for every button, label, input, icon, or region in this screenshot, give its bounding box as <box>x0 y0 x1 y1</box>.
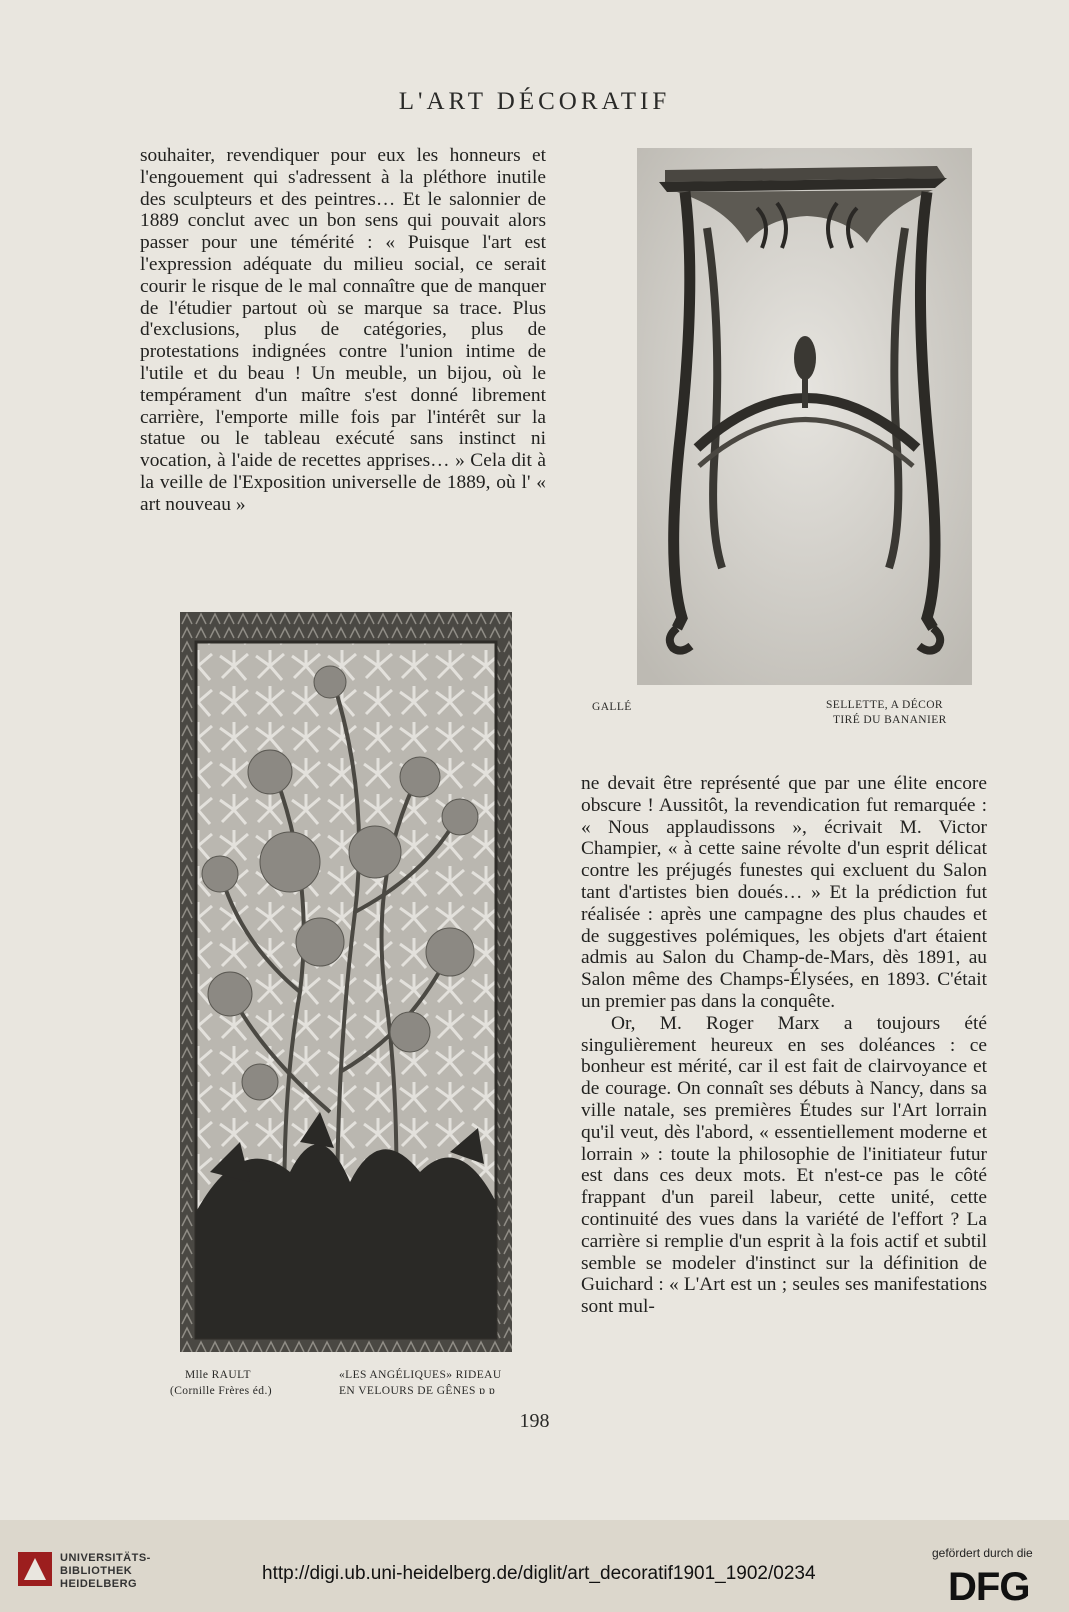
figure-rault-curtain <box>180 612 512 1352</box>
library-name-line: HEIDELBERG <box>60 1578 138 1590</box>
library-logo-icon <box>16 1550 54 1588</box>
paragraph: ne devait être représenté que par une élite encore obscure ! Aussitôt, la revendication fut remarquée : « Nous applaudissons », écrivait M. Victor Champier, « à cette saine révolte d'un esprit délicat contre les préjugés funestes qui excluent du Salon tant d'artistes bien doués… » Et la prédiction fut réalisée : après une campagne des plus chaudes et de suggestives polémiques, les objets d'art étaient admis au Salon du Champ-de-Mars, dès 1891, au Salon même des Champs-Élysées, en 1893. C'était un premier pas dans la conquête. <box>581 773 987 1012</box>
caption-rault-left-2: (Cornille Frères éd.) <box>170 1385 272 1397</box>
page-number: 198 <box>519 1410 550 1432</box>
text-column-top <box>140 145 546 516</box>
paragraph: souhaiter, revendiquer pour eux les honneurs et l'engouement qui s'adressent à la pléthore inutile des sculpteurs et des peintres… Et le salonnier de 1889 conclut avec un bon sens qui pouvait alors passer pour une témérité : « Puisque l'art est l'expression adéquate du milieu social, ce serait courir le risque de le mal connaître que de manquer de l'étudier partout où se marque sa trace. Plus d'exclusions, plus de catégories, plus de protestations indignées contre l'union intime de l'utile et du beau ! Un meuble, un bijou, où le tempérament d'un maître s'est donné librement carrière, l'emporte mille fois par l'intérêt sur la statue ou le tableau exécuté sans instinct ni vocation, à l'aide de recettes apprises… » Cela dit à la veille de l'Exposition universelle de 1889, où l' « art nouveau » <box>140 145 546 515</box>
caption-galle-right-2: TIRÉ DU BANANIER <box>833 714 947 726</box>
sellette-photo <box>637 148 972 685</box>
library-name-line: BIBLIOTHEK <box>60 1565 133 1577</box>
caption-rault-left-1: Mlle RAULT <box>185 1369 251 1381</box>
running-title: L'ART DÉCORATIF <box>398 88 671 115</box>
dfg-logo: DFG <box>948 1565 1030 1609</box>
library-name <box>60 1552 151 1591</box>
source-url[interactable]: http://digi.ub.uni-heidelberg.de/diglit/art_decoratif1901_1902/0234 <box>262 1563 816 1584</box>
text-column-right <box>581 773 987 1318</box>
figure-galle-sellette <box>637 148 972 685</box>
funding-note: gefördert durch die <box>932 1546 1033 1560</box>
digitization-footer <box>0 1520 1069 1612</box>
paragraph: Or, M. Roger Marx a toujours été singulièrement heureux en ses doléances : ce bonheur est mérité, car il est fait de clairvoyance et de courage. On connaît ses débuts à Nancy, dans sa ville natale, ses premières Études sur l'Art lorrain qu'il veut, dès l'abord, « essentiellement moderne et lorrain » : toute la philosophie de l'initiateur futur est dans ces deux mots. Et n'est-ce pas le côté frappant d'un pareil labeur, cette unité, cette continuité des vues dans la variété de l'effort ? La carrière si remplie d'un esprit à la fois actif et subtil semble se modeler d'instinct sur la définition de Guichard : « L'Art est un ; seules ses manifestations sont mul- <box>581 1012 987 1318</box>
caption-rault-right-1: «LES ANGÉLIQUES» RIDEAU <box>339 1369 502 1381</box>
curtain-image <box>180 612 512 1352</box>
caption-rault-right-2: EN VELOURS DE GÊNES ɒ ɒ <box>339 1385 496 1397</box>
caption-galle-right-1: SELLETTE, A DÉCOR <box>826 699 944 711</box>
library-name-line: UNIVERSITÄTS- <box>60 1552 151 1564</box>
caption-galle-left: GALLÉ <box>592 701 632 713</box>
